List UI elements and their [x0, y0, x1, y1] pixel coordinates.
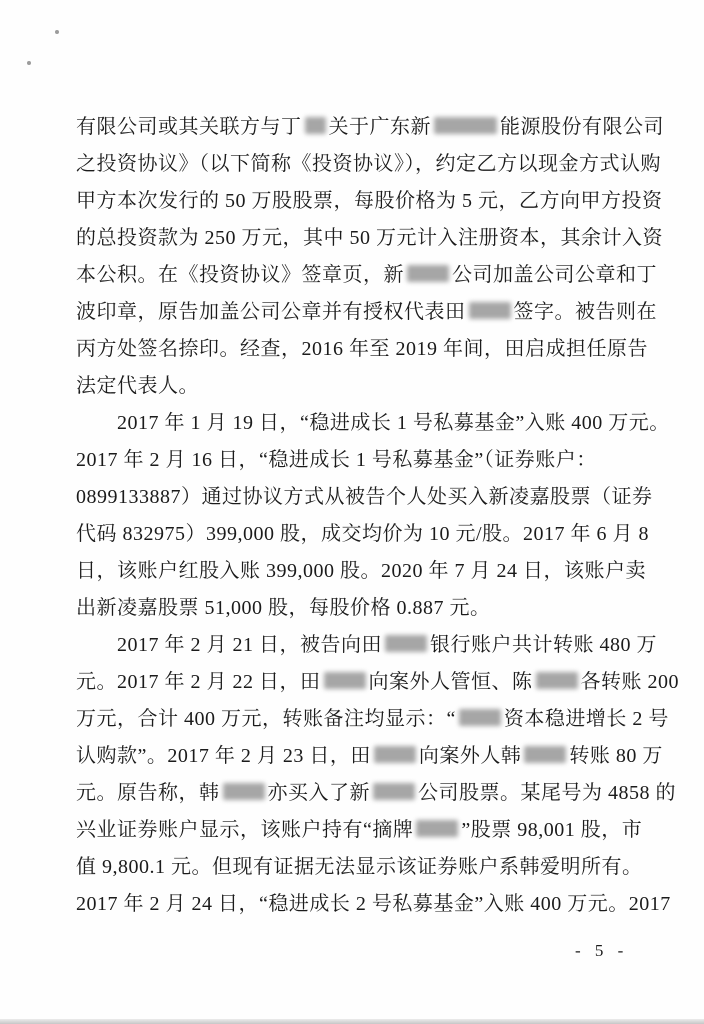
text-run: 资本稳进增长 2 号: [503, 708, 669, 730]
text-run: 元。原告称，韩: [76, 782, 220, 804]
redacted-text: [305, 117, 326, 134]
text-run: 日，该账户红股入账 399,000 股。2020 年 7 月 24 日，该账户卖: [76, 560, 646, 582]
text-line: [76, 516, 652, 553]
text-line: [76, 146, 661, 183]
redacted-text: [459, 709, 501, 726]
text-run: 之投资协议》（以下简称《投资协议》），约定乙方以现金方式认购: [76, 153, 661, 175]
text-run: 签字。被告则在: [513, 301, 657, 323]
text-run: 丙方处签名捺印。经查，2016 年至 2019 年间，田启成担任原告: [76, 338, 648, 360]
redacted-text: [536, 672, 578, 689]
text-line: [76, 886, 671, 923]
text-run: 甲方本次发行的 50 万股股票，每股价格为 5 元，乙方向甲方投资: [76, 190, 663, 212]
scan-speck: [55, 30, 59, 34]
text-line: [76, 664, 679, 701]
text-line: [76, 553, 652, 590]
text-line: [76, 849, 652, 886]
text-run: 2017 年 2 月 21 日，被告向田: [117, 634, 382, 656]
redacted-text: [385, 635, 427, 652]
document-body: [76, 109, 679, 923]
scan-bottom-edge: [0, 1019, 704, 1024]
text-line: [76, 257, 657, 294]
text-run: 能源股份有限公司: [500, 116, 664, 138]
paragraph: [76, 627, 679, 923]
scan-speck: [27, 61, 31, 65]
redacted-text: [374, 746, 416, 763]
text-run: 值 9,800.1 元。但现有证据无法显示该证券账户系韩爱明所有。: [76, 856, 643, 878]
text-line: [76, 368, 652, 405]
text-run: 关于广东新: [328, 116, 431, 138]
text-line: [76, 627, 657, 664]
redacted-text: [524, 746, 566, 763]
redacted-text: [416, 820, 458, 837]
text-line: [76, 109, 664, 146]
text-run: 公司股票。某尾号为 4858 的: [418, 782, 676, 804]
text-run: 本公积。在《投资协议》签章页，新: [76, 264, 404, 286]
text-run: 向案外人管恒、陈: [368, 671, 533, 693]
text-line: [76, 294, 657, 331]
page-number: - 5 -: [575, 941, 629, 960]
text-run: 2017 年 2 月 16 日，“稳进成长 1 号私募基金”（证券账户：: [76, 449, 597, 471]
text-line: [76, 331, 652, 368]
redacted-text: [469, 302, 511, 319]
text-run: 出新凌嘉股票 51,000 股，每股价格 0.887 元。: [76, 597, 491, 619]
redacted-text: [223, 783, 265, 800]
text-run: 各转账 200: [580, 671, 679, 693]
text-run: 认购款”。2017 年 2 月 23 日，田: [76, 745, 371, 767]
text-line: [76, 405, 670, 442]
text-run: 2017 年 1 月 19 日，“稳进成长 1 号私募基金”入账 400 万元。: [117, 412, 670, 434]
text-run: 法定代表人。: [76, 375, 199, 397]
paragraph: [76, 405, 670, 627]
text-run: 2017 年 2 月 24 日，“稳进成长 2 号私募基金”入账 400 万元。2017: [76, 893, 671, 915]
text-run: 转账 80 万: [569, 745, 663, 767]
text-line: [76, 220, 663, 257]
text-run: 公司加盖公司公章和丁: [452, 264, 657, 286]
text-run: 兴业证券账户显示，该账户持有“摘牌: [76, 819, 414, 841]
redacted-text: [324, 672, 366, 689]
redacted-text: [434, 117, 497, 134]
redacted-text: [373, 783, 415, 800]
text-run: 向案外人韩: [418, 745, 522, 767]
text-line: [76, 442, 652, 479]
text-run: 亦买入了新: [267, 782, 370, 804]
text-line: [76, 701, 669, 738]
text-line: [76, 775, 676, 812]
text-run: 银行账户共计转账 480 万: [430, 634, 657, 656]
text-run: ”股票 98,001 股，市: [461, 819, 643, 841]
text-line: [76, 183, 663, 220]
text-run: 万元，合计 400 万元，转账备注均显示：“: [76, 708, 456, 730]
text-line: [76, 479, 652, 516]
text-line: [76, 812, 652, 849]
text-run: 0899133887）通过协议方式从被告个人处买入新凌嘉股票（证券: [76, 486, 653, 508]
text-run: 代码 832975）399,000 股，成交均价为 10 元/股。2017 年 6 月 8: [76, 523, 650, 545]
text-line: [76, 738, 663, 775]
text-run: 元。2017 年 2 月 22 日，田: [76, 671, 321, 693]
text-line: [76, 590, 652, 627]
text-run: 波印章，原告加盖公司公章并有授权代表田: [76, 301, 466, 323]
redacted-text: [407, 265, 449, 282]
text-run: 的总投资款为 250 万元，其中 50 万元计入注册资本，其余计入资: [76, 227, 663, 249]
paragraph: [76, 109, 664, 405]
text-run: 有限公司或其关联方与丁: [76, 116, 302, 138]
